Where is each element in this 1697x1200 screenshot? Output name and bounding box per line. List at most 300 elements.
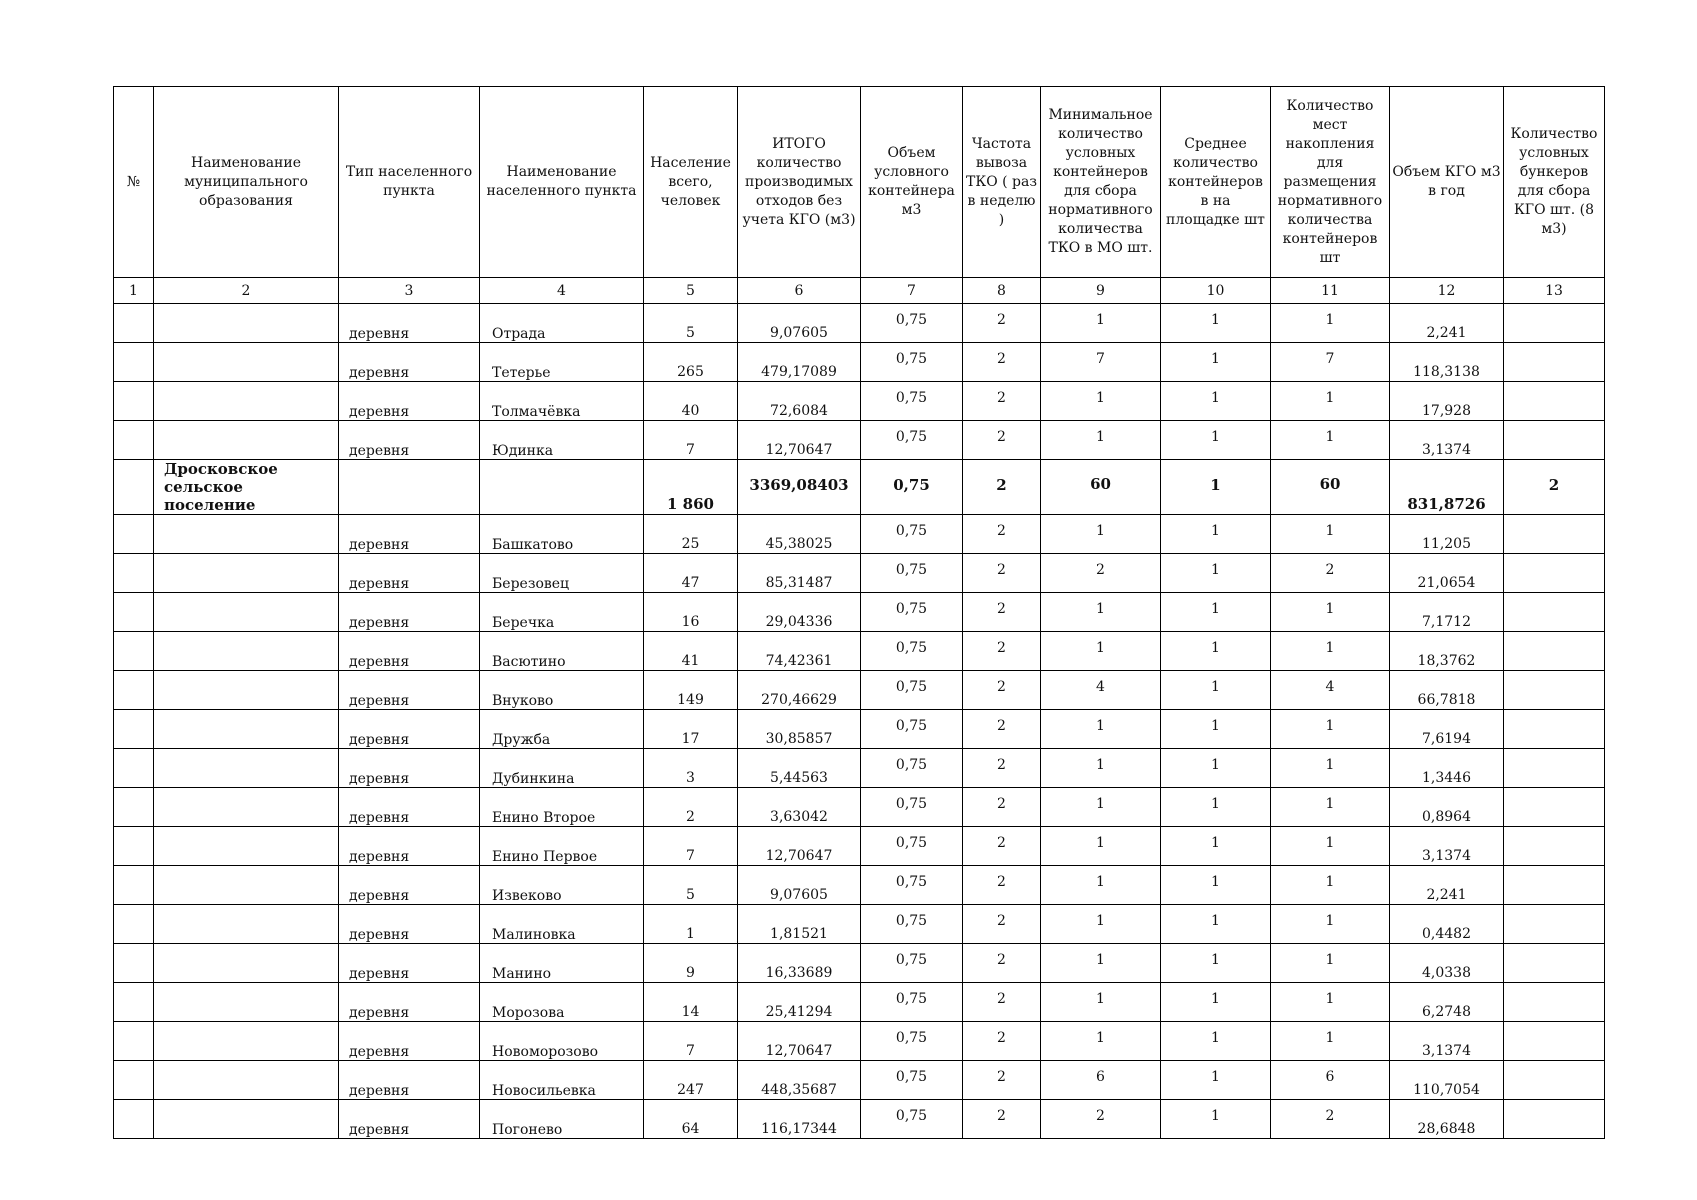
cell-waste-total: 72,6084 [738,382,861,421]
cell-frequency: 2 [963,905,1041,944]
cell-frequency: 2 [963,983,1041,1022]
cell-min-containers: 2 [1041,554,1161,593]
table-row [114,788,1605,827]
cell-number [114,788,154,827]
table-row [114,905,1605,944]
cell-frequency: 2 [963,944,1041,983]
cell-population: 16 [644,593,738,632]
header-cell: Количество мест накопления для размещения нормативного количества контейнеров шт [1271,87,1390,278]
cell-population: 64 [644,1100,738,1139]
cell-min-containers: 1 [1041,983,1161,1022]
cell-settlement-type: деревня [339,983,480,1022]
table-body [114,304,1605,1139]
cell-min-containers: 1 [1041,1022,1161,1061]
table-row [114,944,1605,983]
cell-waste-total: 3,63042 [738,788,861,827]
cell-places: 60 [1271,460,1390,515]
column-number: 4 [480,278,644,304]
cell-frequency: 2 [963,1061,1041,1100]
cell-kgo-volume: 3,1374 [1390,421,1504,460]
cell-waste-total: 270,46629 [738,671,861,710]
cell-kgo-volume: 2,241 [1390,304,1504,343]
cell-container-volume: 0,75 [861,749,963,788]
cell-municipality [154,632,339,671]
cell-kgo-volume: 66,7818 [1390,671,1504,710]
cell-frequency: 2 [963,827,1041,866]
cell-population: 7 [644,827,738,866]
column-number: 8 [963,278,1041,304]
cell-avg-containers: 1 [1161,554,1271,593]
header-cell: № [114,87,154,278]
cell-kgo-volume: 110,7054 [1390,1061,1504,1100]
header-cell: Объем КГО м3 в год [1390,87,1504,278]
header-cell: Наименование муниципального образования [154,87,339,278]
cell-places: 1 [1271,983,1390,1022]
table-row [114,421,1605,460]
cell-waste-total: 3369,08403 [738,460,861,515]
cell-kgo-volume: 118,3138 [1390,343,1504,382]
cell-population: 7 [644,421,738,460]
cell-avg-containers: 1 [1161,749,1271,788]
cell-number [114,1061,154,1100]
cell-population: 265 [644,343,738,382]
cell-municipality [154,983,339,1022]
cell-avg-containers: 1 [1161,788,1271,827]
cell-population: 7 [644,1022,738,1061]
cell-avg-containers: 1 [1161,515,1271,554]
cell-bunkers [1504,593,1605,632]
table-row [114,749,1605,788]
cell-kgo-volume: 17,928 [1390,382,1504,421]
cell-settlement-name: Морозова [480,983,644,1022]
cell-frequency: 2 [963,554,1041,593]
cell-waste-total: 12,70647 [738,827,861,866]
cell-settlement-type: деревня [339,515,480,554]
cell-places: 1 [1271,749,1390,788]
cell-waste-total: 85,31487 [738,554,861,593]
cell-settlement-type: деревня [339,1061,480,1100]
cell-avg-containers: 1 [1161,827,1271,866]
cell-kgo-volume: 7,1712 [1390,593,1504,632]
cell-settlement-type: деревня [339,421,480,460]
cell-kgo-volume: 4,0338 [1390,944,1504,983]
header-cell: Количество условных бункеров для сбора КГО шт. (8 м3) [1504,87,1605,278]
table-row [114,554,1605,593]
cell-kgo-volume: 831,8726 [1390,460,1504,515]
cell-kgo-volume: 28,6848 [1390,1100,1504,1139]
cell-min-containers: 1 [1041,593,1161,632]
cell-number [114,593,154,632]
cell-settlement-name: Новосильевка [480,1061,644,1100]
table-row [114,1100,1605,1139]
cell-settlement-name: Юдинка [480,421,644,460]
cell-bunkers [1504,749,1605,788]
cell-avg-containers: 1 [1161,304,1271,343]
cell-container-volume: 0,75 [861,905,963,944]
cell-waste-total: 16,33689 [738,944,861,983]
cell-container-volume: 0,75 [861,983,963,1022]
cell-kgo-volume: 6,2748 [1390,983,1504,1022]
cell-number [114,421,154,460]
cell-waste-total: 25,41294 [738,983,861,1022]
cell-settlement-name: Енино Второе [480,788,644,827]
cell-settlement-type: деревня [339,343,480,382]
cell-kgo-volume: 11,205 [1390,515,1504,554]
cell-avg-containers: 1 [1161,421,1271,460]
cell-number [114,1100,154,1139]
cell-container-volume: 0,75 [861,343,963,382]
cell-min-containers: 1 [1041,515,1161,554]
column-number: 12 [1390,278,1504,304]
cell-min-containers: 1 [1041,421,1161,460]
column-number: 2 [154,278,339,304]
cell-bunkers [1504,1061,1605,1100]
cell-frequency: 2 [963,382,1041,421]
cell-min-containers: 4 [1041,671,1161,710]
cell-municipality [154,944,339,983]
cell-bunkers [1504,554,1605,593]
cell-min-containers: 60 [1041,460,1161,515]
header-cell: Среднее количество контейнеров в на площадке шт [1161,87,1271,278]
cell-settlement-type: деревня [339,944,480,983]
header-cell: Минимальное количество условных контейнеров для сбора нормативного количества ТКО в МО шт. [1041,87,1161,278]
cell-municipality [154,554,339,593]
cell-frequency: 2 [963,671,1041,710]
cell-places: 1 [1271,866,1390,905]
cell-municipality [154,710,339,749]
cell-min-containers: 7 [1041,343,1161,382]
cell-settlement-type [339,460,480,515]
cell-population: 1 860 [644,460,738,515]
cell-number [114,983,154,1022]
cell-kgo-volume: 1,3446 [1390,749,1504,788]
cell-number [114,671,154,710]
cell-number [114,827,154,866]
cell-settlement-type: деревня [339,671,480,710]
column-number: 10 [1161,278,1271,304]
cell-frequency: 2 [963,421,1041,460]
cell-population: 40 [644,382,738,421]
cell-container-volume: 0,75 [861,1022,963,1061]
cell-population: 9 [644,944,738,983]
cell-waste-total: 116,17344 [738,1100,861,1139]
cell-number [114,1022,154,1061]
table-row [114,671,1605,710]
cell-settlement-type: деревня [339,554,480,593]
cell-frequency: 2 [963,1100,1041,1139]
cell-container-volume: 0,75 [861,554,963,593]
cell-places: 1 [1271,632,1390,671]
cell-waste-total: 74,42361 [738,632,861,671]
summary-row [114,460,1605,515]
cell-municipality [154,905,339,944]
cell-settlement-type: деревня [339,304,480,343]
cell-settlement-name: Внуково [480,671,644,710]
cell-waste-total: 9,07605 [738,304,861,343]
header-cell: Наименование населенного пункта [480,87,644,278]
table-row [114,866,1605,905]
cell-places: 2 [1271,1100,1390,1139]
cell-population: 14 [644,983,738,1022]
cell-settlement-name: Енино Первое [480,827,644,866]
cell-bunkers [1504,788,1605,827]
cell-number [114,382,154,421]
cell-min-containers: 1 [1041,827,1161,866]
cell-settlement-type: деревня [339,632,480,671]
table-row [114,710,1605,749]
cell-frequency: 2 [963,749,1041,788]
cell-min-containers: 1 [1041,866,1161,905]
cell-number [114,343,154,382]
cell-avg-containers: 1 [1161,1022,1271,1061]
table-row [114,343,1605,382]
cell-container-volume: 0,75 [861,710,963,749]
cell-container-volume: 0,75 [861,827,963,866]
cell-bunkers: 2 [1504,460,1605,515]
cell-bunkers [1504,304,1605,343]
cell-frequency: 2 [963,710,1041,749]
cell-settlement-name: Отрада [480,304,644,343]
cell-avg-containers: 1 [1161,632,1271,671]
cell-number [114,866,154,905]
cell-number [114,515,154,554]
header-cell: ИТОГО количество производимых отходов без учета КГО (м3) [738,87,861,278]
column-number: 6 [738,278,861,304]
column-number: 9 [1041,278,1161,304]
cell-container-volume: 0,75 [861,593,963,632]
cell-number [114,554,154,593]
cell-settlement-name: Новоморозово [480,1022,644,1061]
cell-bunkers [1504,983,1605,1022]
cell-municipality [154,515,339,554]
cell-min-containers: 6 [1041,1061,1161,1100]
cell-bunkers [1504,632,1605,671]
cell-bunkers [1504,1100,1605,1139]
cell-waste-total: 448,35687 [738,1061,861,1100]
cell-min-containers: 1 [1041,905,1161,944]
cell-bunkers [1504,1022,1605,1061]
cell-number [114,460,154,515]
cell-number [114,710,154,749]
cell-waste-total: 1,81521 [738,905,861,944]
cell-number [114,905,154,944]
cell-avg-containers: 1 [1161,866,1271,905]
cell-kgo-volume: 0,8964 [1390,788,1504,827]
cell-population: 1 [644,905,738,944]
cell-municipality [154,866,339,905]
cell-frequency: 2 [963,460,1041,515]
cell-bunkers [1504,671,1605,710]
cell-settlement-type: деревня [339,1100,480,1139]
cell-municipality [154,343,339,382]
cell-container-volume: 0,75 [861,788,963,827]
column-number: 5 [644,278,738,304]
cell-settlement-name: Малиновка [480,905,644,944]
cell-avg-containers: 1 [1161,983,1271,1022]
cell-settlement-name: Манино [480,944,644,983]
cell-min-containers: 2 [1041,1100,1161,1139]
cell-frequency: 2 [963,593,1041,632]
cell-municipality [154,671,339,710]
cell-places: 1 [1271,382,1390,421]
cell-waste-total: 45,38025 [738,515,861,554]
cell-settlement-name: Березовец [480,554,644,593]
cell-population: 5 [644,866,738,905]
cell-min-containers: 1 [1041,304,1161,343]
cell-population: 17 [644,710,738,749]
cell-avg-containers: 1 [1161,382,1271,421]
cell-population: 149 [644,671,738,710]
cell-kgo-volume: 18,3762 [1390,632,1504,671]
cell-waste-total: 9,07605 [738,866,861,905]
cell-waste-total: 29,04336 [738,593,861,632]
table-row [114,827,1605,866]
header-cell: Население всего, человек [644,87,738,278]
cell-places: 1 [1271,827,1390,866]
header-cell: Объем условного контейнера м3 [861,87,963,278]
cell-bunkers [1504,905,1605,944]
cell-frequency: 2 [963,304,1041,343]
column-number: 13 [1504,278,1605,304]
cell-frequency: 2 [963,632,1041,671]
cell-frequency: 2 [963,866,1041,905]
cell-frequency: 2 [963,343,1041,382]
table-row [114,1022,1605,1061]
cell-kgo-volume: 21,0654 [1390,554,1504,593]
cell-bunkers [1504,944,1605,983]
cell-frequency: 2 [963,1022,1041,1061]
cell-settlement-type: деревня [339,788,480,827]
cell-settlement-name: Беречка [480,593,644,632]
cell-population: 3 [644,749,738,788]
cell-avg-containers: 1 [1161,710,1271,749]
cell-bunkers [1504,382,1605,421]
cell-settlement-name: Извеково [480,866,644,905]
cell-population: 47 [644,554,738,593]
header-row [114,87,1605,278]
cell-population: 2 [644,788,738,827]
cell-number [114,749,154,788]
cell-number [114,304,154,343]
cell-min-containers: 1 [1041,944,1161,983]
cell-municipality [154,304,339,343]
cell-places: 1 [1271,788,1390,827]
cell-places: 7 [1271,343,1390,382]
cell-places: 1 [1271,1022,1390,1061]
cell-municipality [154,788,339,827]
cell-settlement-name: Толмачёвка [480,382,644,421]
cell-waste-total: 12,70647 [738,421,861,460]
column-number: 1 [114,278,154,304]
cell-settlement-type: деревня [339,382,480,421]
cell-container-volume: 0,75 [861,1061,963,1100]
cell-places: 1 [1271,421,1390,460]
cell-avg-containers: 1 [1161,1100,1271,1139]
header-cell: Частота вывоза ТКО ( раз в неделю ) [963,87,1041,278]
cell-container-volume: 0,75 [861,382,963,421]
cell-places: 2 [1271,554,1390,593]
cell-avg-containers: 1 [1161,343,1271,382]
cell-places: 1 [1271,304,1390,343]
cell-settlement-type: деревня [339,827,480,866]
cell-settlement-name: Дружба [480,710,644,749]
table-row [114,515,1605,554]
cell-settlement-type: деревня [339,866,480,905]
cell-settlement-name [480,460,644,515]
cell-municipality: Дросковское сельское поселение [154,460,339,515]
cell-population: 5 [644,304,738,343]
cell-avg-containers: 1 [1161,944,1271,983]
cell-bunkers [1504,343,1605,382]
cell-settlement-type: деревня [339,905,480,944]
table-row [114,1061,1605,1100]
cell-container-volume: 0,75 [861,1100,963,1139]
cell-bunkers [1504,827,1605,866]
cell-kgo-volume: 3,1374 [1390,827,1504,866]
cell-municipality [154,421,339,460]
cell-frequency: 2 [963,515,1041,554]
cell-bunkers [1504,421,1605,460]
cell-waste-total: 12,70647 [738,1022,861,1061]
cell-min-containers: 1 [1041,788,1161,827]
cell-min-containers: 1 [1041,382,1161,421]
cell-min-containers: 1 [1041,632,1161,671]
header-cell: Тип населенного пункта [339,87,480,278]
cell-settlement-type: деревня [339,749,480,788]
table-row [114,593,1605,632]
table-row [114,382,1605,421]
column-number: 7 [861,278,963,304]
column-number: 3 [339,278,480,304]
cell-avg-containers: 1 [1161,460,1271,515]
cell-population: 25 [644,515,738,554]
cell-municipality [154,593,339,632]
cell-municipality [154,827,339,866]
cell-kgo-volume: 0,4482 [1390,905,1504,944]
cell-kgo-volume: 2,241 [1390,866,1504,905]
cell-min-containers: 1 [1041,749,1161,788]
cell-avg-containers: 1 [1161,593,1271,632]
cell-places: 1 [1271,905,1390,944]
cell-container-volume: 0,75 [861,421,963,460]
cell-population: 41 [644,632,738,671]
cell-waste-total: 479,17089 [738,343,861,382]
cell-places: 6 [1271,1061,1390,1100]
cell-municipality [154,1022,339,1061]
cell-avg-containers: 1 [1161,1061,1271,1100]
cell-municipality [154,749,339,788]
cell-container-volume: 0,75 [861,515,963,554]
cell-population: 247 [644,1061,738,1100]
cell-bunkers [1504,710,1605,749]
cell-kgo-volume: 3,1374 [1390,1022,1504,1061]
cell-municipality [154,382,339,421]
cell-places: 4 [1271,671,1390,710]
cell-avg-containers: 1 [1161,905,1271,944]
cell-places: 1 [1271,515,1390,554]
column-number-row [114,278,1605,304]
cell-container-volume: 0,75 [861,304,963,343]
cell-places: 1 [1271,593,1390,632]
cell-number [114,944,154,983]
waste-table [113,86,1605,1139]
cell-settlement-type: деревня [339,710,480,749]
cell-places: 1 [1271,710,1390,749]
cell-municipality [154,1100,339,1139]
cell-waste-total: 30,85857 [738,710,861,749]
cell-frequency: 2 [963,788,1041,827]
table-row [114,304,1605,343]
